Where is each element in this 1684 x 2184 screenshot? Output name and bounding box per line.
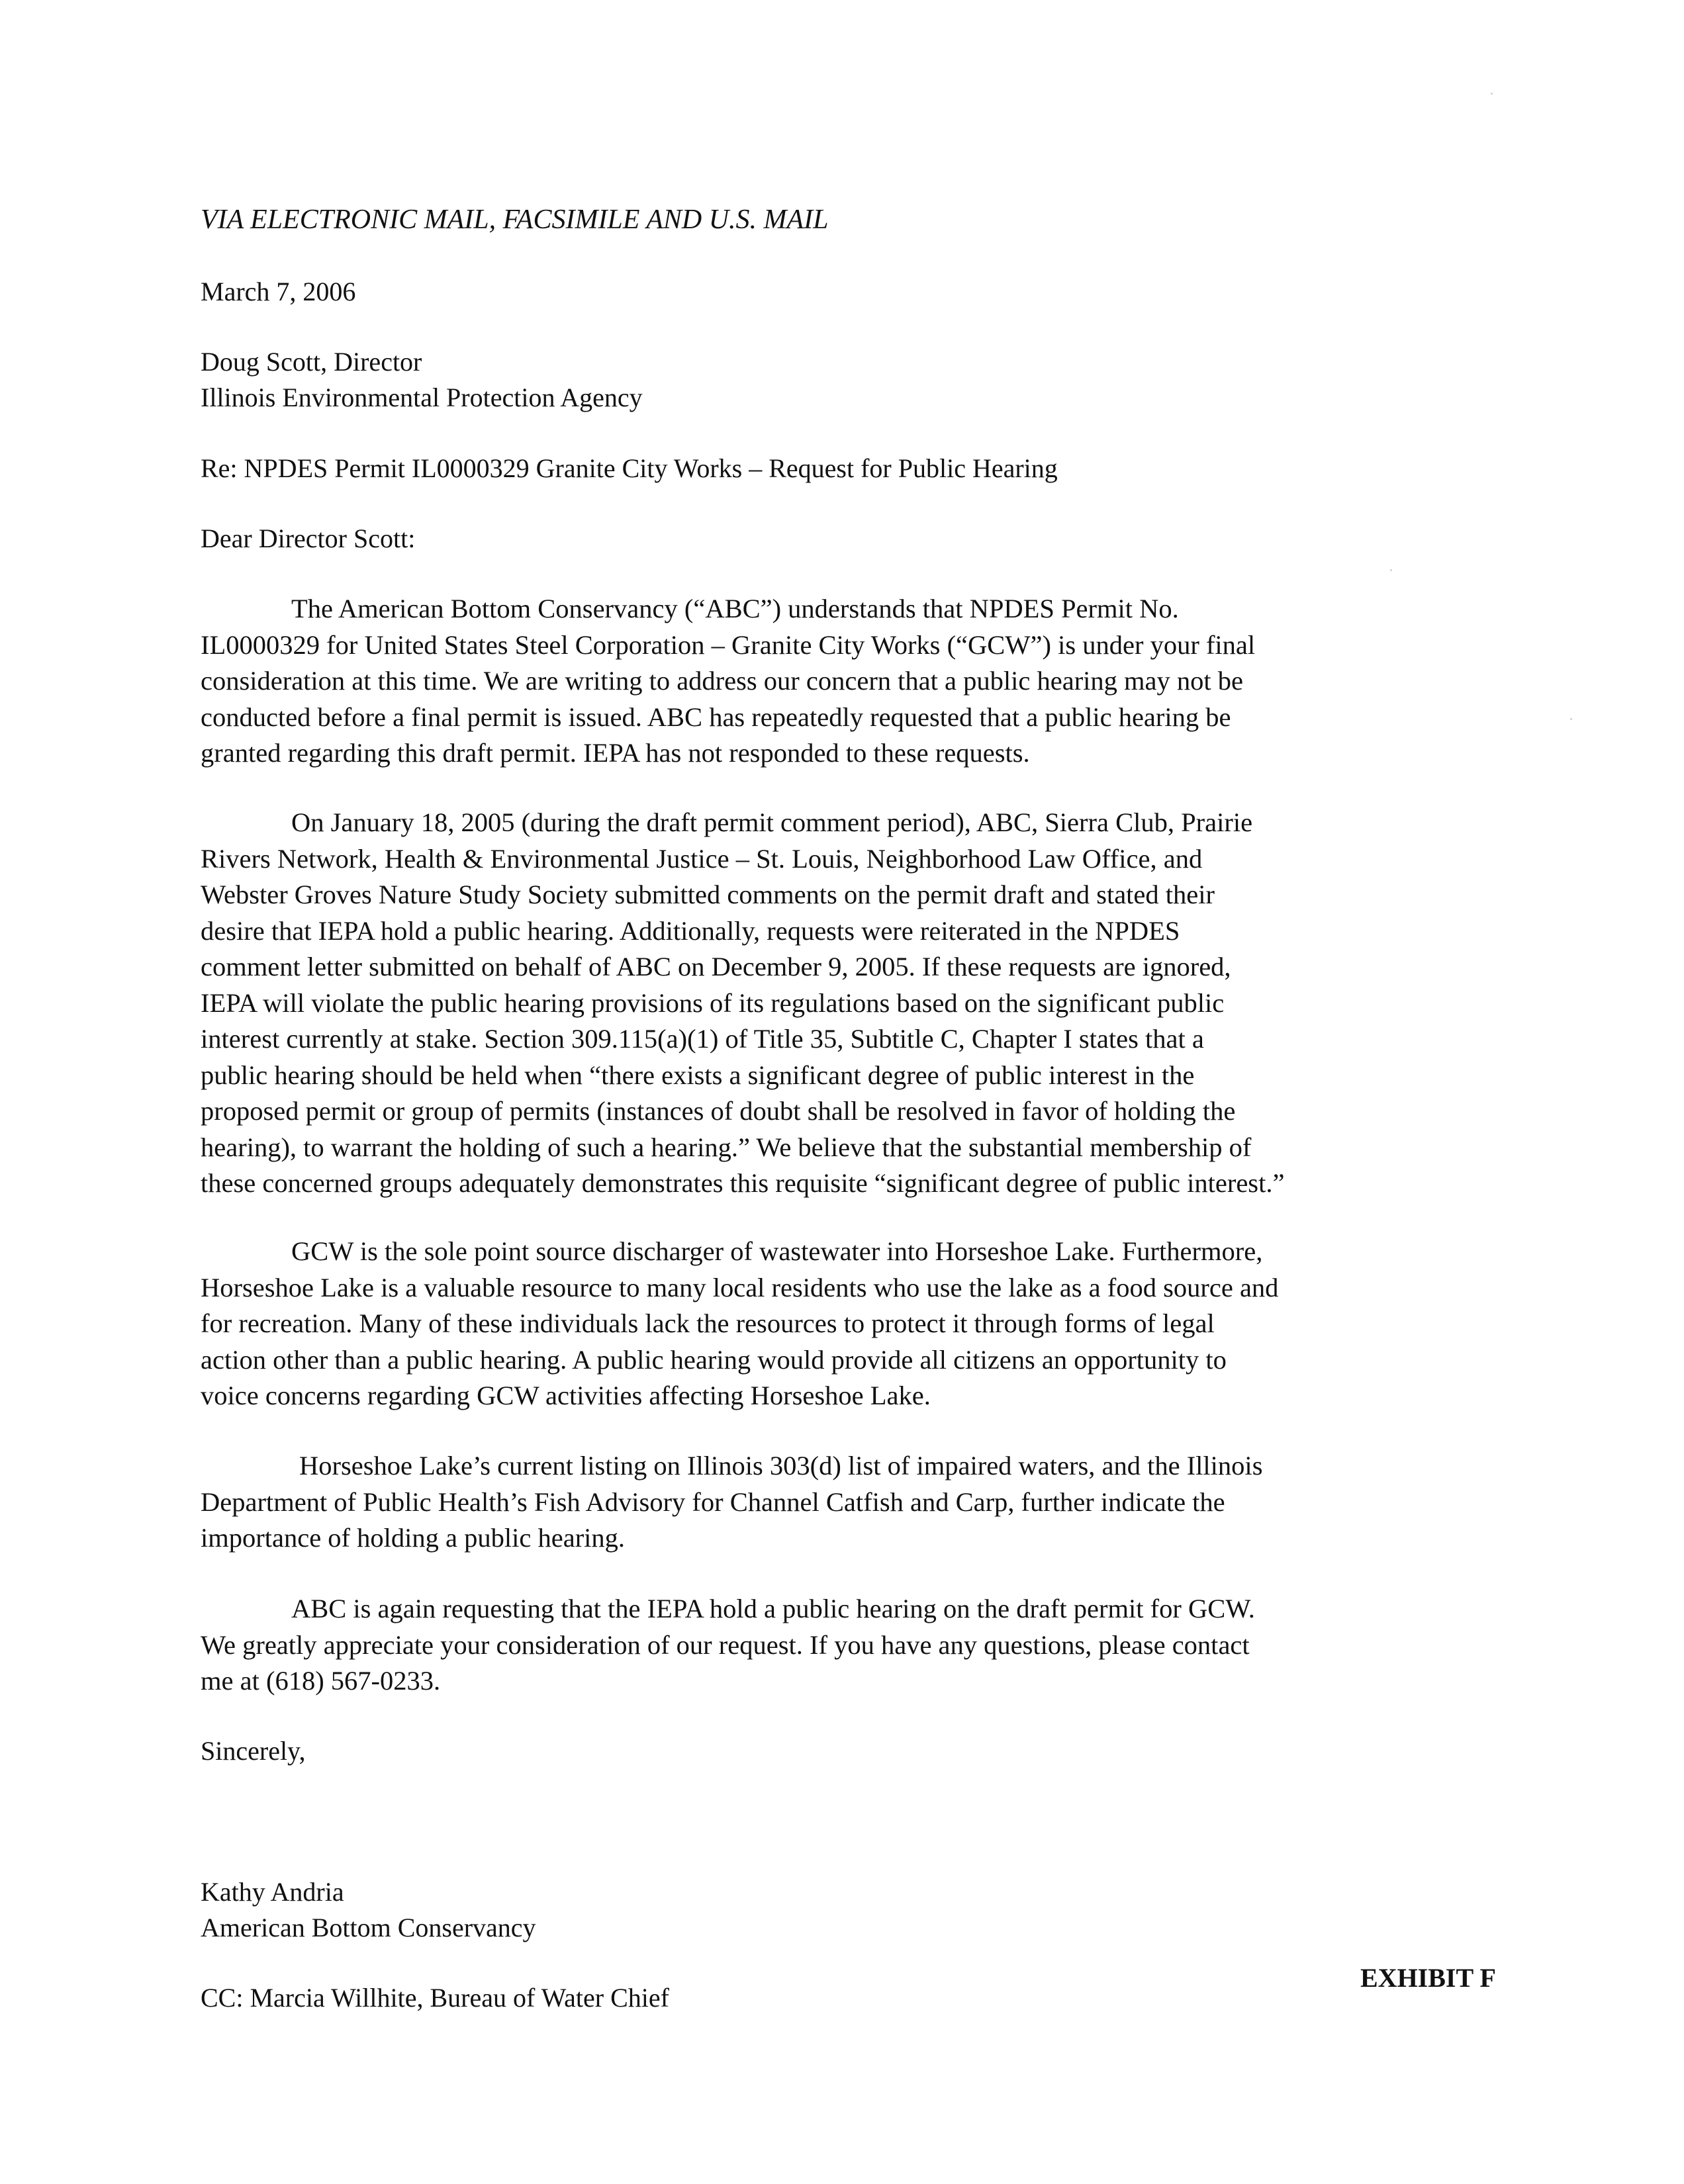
signer-organization: American Bottom Conservancy <box>201 1913 536 1942</box>
paragraph-line: comment letter submitted on behalf of ABC on December 9, 2005. If these requests are ignored, <box>201 952 1231 981</box>
paragraph-line: hearing), to warrant the holding of such a hearing.” We believe that the substantial membership of <box>201 1132 1252 1162</box>
paragraph-line: consideration at this time. We are writing to address our concern that a public hearing may not be <box>201 666 1244 696</box>
paragraph-line: IL0000329 for United States Steel Corporation – Granite City Works (“GCW”) is under your final <box>201 629 1256 660</box>
delivery-method: VIA ELECTRONIC MAIL, FACSIMILE AND U.S. MAIL <box>201 205 829 235</box>
recipient-agency: Illinois Environmental Protection Agency <box>201 383 643 412</box>
paragraph-line: granted regarding this draft permit. IEPA has not responded to these requests. <box>201 738 1030 768</box>
body-paragraph-1 <box>201 591 1445 772</box>
paragraph-line: Rivers Network, Health & Environmental Justice – St. Louis, Neighborhood Law Office, and <box>201 843 1203 874</box>
cc-line: CC: Marcia Willhite, Bureau of Water Chief <box>201 1983 669 2013</box>
paragraph-line: public hearing should be held when “there exists a significant degree of public interest in the <box>201 1060 1195 1090</box>
paragraph-line: importance of holding a public hearing. <box>201 1523 626 1553</box>
scan-speck <box>1491 93 1493 95</box>
signer-name: Kathy Andria <box>201 1877 344 1907</box>
paragraph-line: ABC is again requesting that the IEPA hold a public hearing on the draft permit for GCW. <box>291 1594 1255 1623</box>
paragraph-line: Webster Groves Nature Study Society submitted comments on the permit draft and stated their <box>201 880 1215 909</box>
paragraph-line: On January 18, 2005 (during the draft permit comment period), ABC, Sierra Club, Prairie <box>291 807 1253 837</box>
paragraph-line: We greatly appreciate your consideration of our request. If you have any questions, please contact <box>201 1629 1250 1660</box>
paragraph-line: these concerned groups adequately demonstrates this requisite “significant degree of public interest.” <box>201 1168 1285 1198</box>
paragraph-line: me at (618) 567-0233. <box>201 1666 441 1696</box>
paragraph-line: interest currently at stake. Section 309.115(a)(1) of Title 35, Subtitle C, Chapter I states that a <box>201 1024 1204 1054</box>
paragraph-line: Department of Public Health’s Fish Advisory for Channel Catfish and Carp, further indicate the <box>201 1486 1225 1517</box>
letter-date: March 7, 2006 <box>201 277 356 306</box>
paragraph-line: conducted before a final permit is issued. ABC has repeatedly requested that a public hearing be <box>201 702 1231 732</box>
paragraph-line: IEPA will violate the public hearing provisions of its regulations based on the significant public <box>201 987 1225 1018</box>
body-paragraph-4 <box>201 1448 1445 1557</box>
paragraph-line: The American Bottom Conservancy (“ABC”) understands that NPDES Permit No. <box>291 594 1179 623</box>
closing: Sincerely, <box>201 1736 306 1766</box>
body-paragraph-5 <box>201 1591 1445 1700</box>
exhibit-label: EXHIBIT F <box>1360 1963 1496 1993</box>
paragraph-line: Horseshoe Lake is a valuable resource to many local residents who use the lake as a food source and <box>201 1272 1279 1302</box>
paragraph-line: desire that IEPA hold a public hearing. Additionally, requests were reiterated in the NPDES <box>201 915 1180 946</box>
paragraph-line: action other than a public hearing. A public hearing would provide all citizens an opportunity to <box>201 1344 1227 1375</box>
subject-line: Re: NPDES Permit IL0000329 Granite City Works – Request for Public Hearing <box>201 453 1058 483</box>
paragraph-line: for recreation. Many of these individuals lack the resources to protect it through forms of legal <box>201 1308 1215 1338</box>
body-paragraph-2 <box>201 805 1445 1202</box>
paragraph-line: voice concerns regarding GCW activities affecting Horseshoe Lake. <box>201 1381 931 1410</box>
paragraph-line: proposed permit or group of permits (instances of doubt shall be resolved in favor of holding the <box>201 1096 1236 1126</box>
paragraph-line: Horseshoe Lake’s current listing on Illinois 303(d) list of impaired waters, and the Illinois <box>299 1451 1263 1480</box>
paragraph-line: GCW is the sole point source discharger of wastewater into Horseshoe Lake. Furthermore, <box>291 1236 1263 1266</box>
scan-speck <box>1390 569 1392 571</box>
scan-speck <box>1570 718 1572 720</box>
recipient-name-title: Doug Scott, Director <box>201 347 422 377</box>
salutation: Dear Director Scott: <box>201 523 416 553</box>
body-paragraph-3 <box>201 1234 1445 1414</box>
